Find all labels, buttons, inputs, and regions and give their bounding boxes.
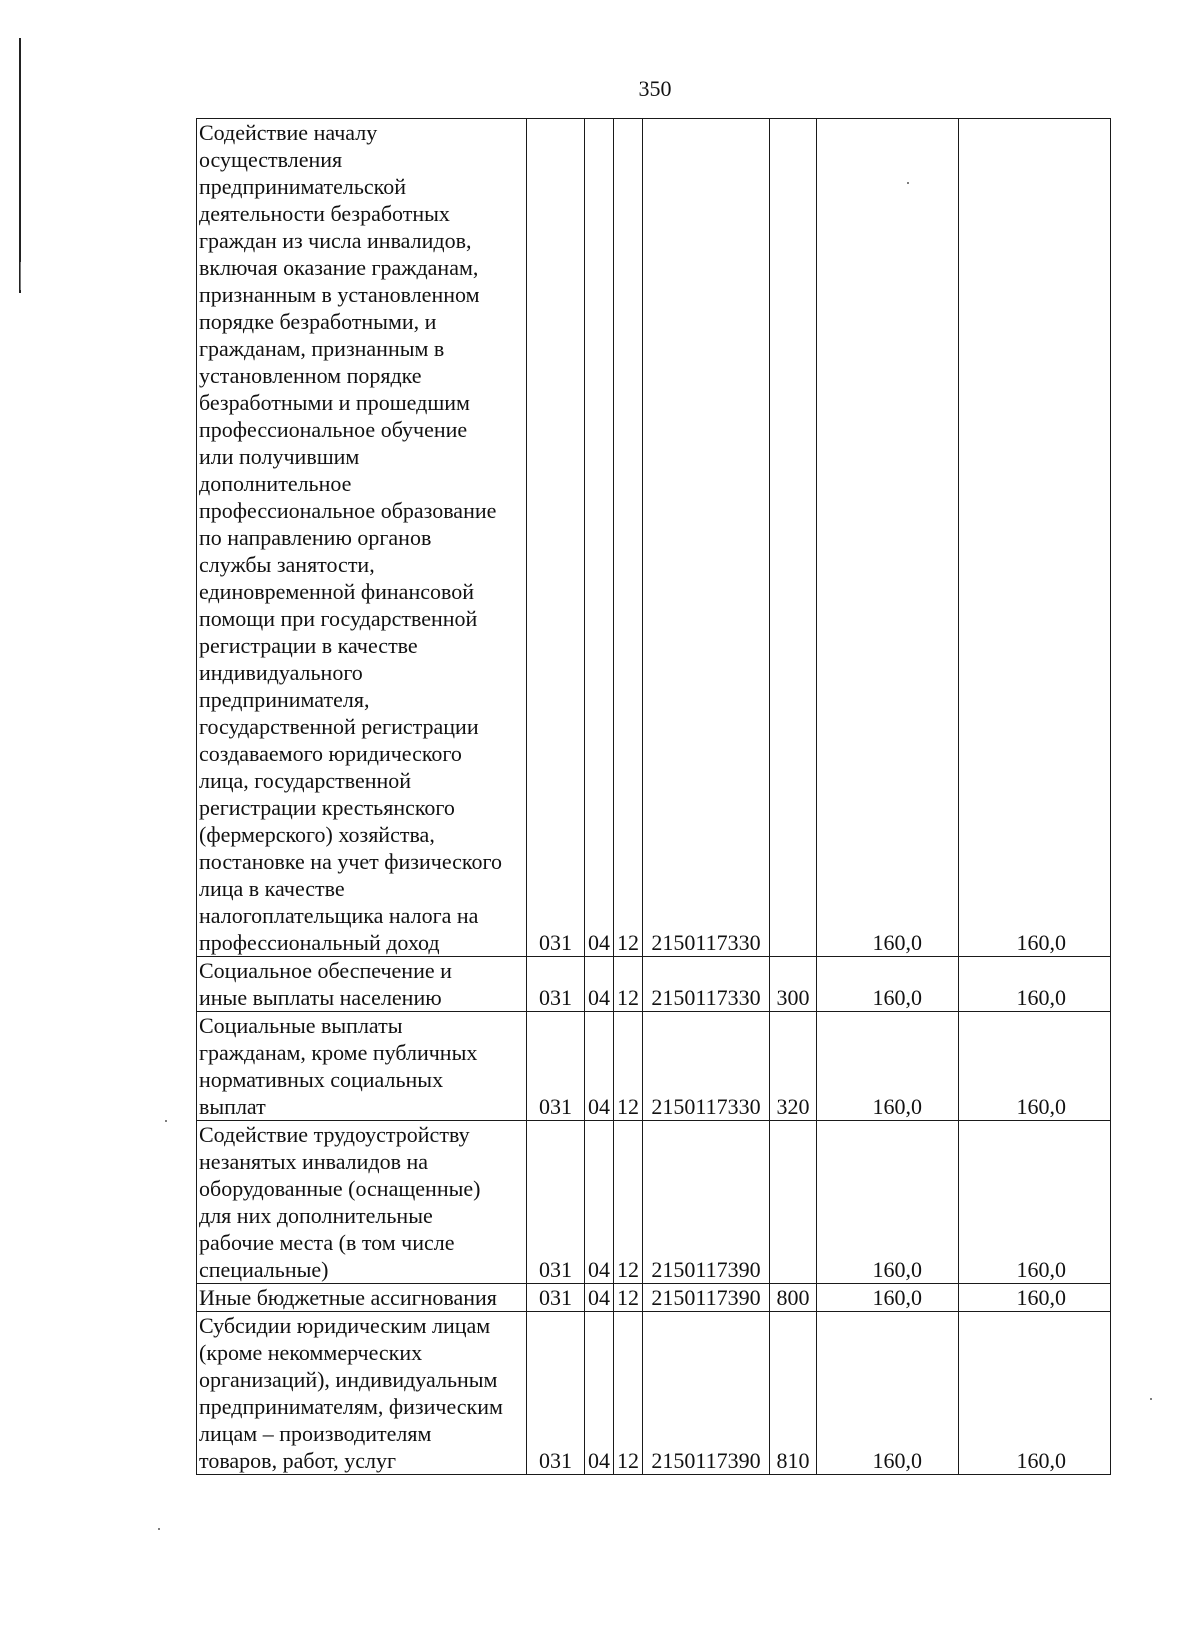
subsection-code: 12	[614, 1312, 643, 1475]
section-code: 04	[585, 1284, 614, 1312]
amount-year-2: 160,0	[959, 1121, 1111, 1284]
target-article-code: 2150117330	[643, 119, 770, 957]
scan-speck	[165, 1120, 167, 1122]
target-article-code: 2150117330	[643, 1012, 770, 1121]
ministry-code: 031	[527, 119, 585, 957]
row-name: Субсидии юридическим лицам (кроме некоммерческих организаций), индивидуальным предпринимателям, физическим лицам – производителям товаров, работ, услуг	[197, 1312, 527, 1475]
table-row	[197, 1284, 1111, 1312]
target-article-code: 2150117390	[643, 1284, 770, 1312]
subsection-code: 12	[614, 119, 643, 957]
scan-speck	[1150, 1398, 1152, 1400]
table-row	[197, 1012, 1111, 1121]
table-row	[197, 957, 1111, 1012]
amount-year-1: 160,0	[817, 119, 959, 957]
section-code: 04	[585, 1312, 614, 1475]
target-article-code: 2150117330	[643, 957, 770, 1012]
amount-year-2: 160,0	[959, 119, 1111, 957]
subsection-code: 12	[614, 1121, 643, 1284]
subsection-code: 12	[614, 1012, 643, 1121]
expense-kind-code: 800	[770, 1284, 817, 1312]
expense-kind-code	[770, 119, 817, 957]
expense-kind-code: 810	[770, 1312, 817, 1475]
amount-year-2: 160,0	[959, 1012, 1111, 1121]
amount-year-1: 160,0	[817, 1312, 959, 1475]
scan-artifact-line-faint	[20, 262, 21, 290]
amount-year-1: 160,0	[817, 1284, 959, 1312]
section-code: 04	[585, 119, 614, 957]
table-row	[197, 119, 1111, 957]
amount-year-1: 160,0	[817, 1012, 959, 1121]
amount-year-2: 160,0	[959, 1284, 1111, 1312]
expense-kind-code	[770, 1121, 817, 1284]
row-name: Социальные выплаты гражданам, кроме публичных нормативных социальных выплат	[197, 1012, 527, 1121]
subsection-code: 12	[614, 957, 643, 1012]
section-code: 04	[585, 1121, 614, 1284]
section-code: 04	[585, 957, 614, 1012]
table-row	[197, 1121, 1111, 1284]
row-name: Иные бюджетные ассигнования	[197, 1284, 527, 1312]
ministry-code: 031	[527, 957, 585, 1012]
target-article-code: 2150117390	[643, 1312, 770, 1475]
scan-speck	[158, 1528, 160, 1530]
expense-kind-code: 300	[770, 957, 817, 1012]
row-name: Социальное обеспечение и иные выплаты населению	[197, 957, 527, 1012]
ministry-code: 031	[527, 1284, 585, 1312]
amount-year-2: 160,0	[959, 1312, 1111, 1475]
table-row	[197, 1312, 1111, 1475]
subsection-code: 12	[614, 1284, 643, 1312]
row-name: Содействие началу осуществления предпринимательской деятельности безработных граждан из числа инвалидов, включая оказание гражданам, признанным в установленном порядке безработными, и гражданам, признанным в установленном порядке безработными и прошедшим профессиональное обучение или получившим дополнительное профессиональное образование по направлению органов службы занятости, единовременной финансовой помощи при государственной регистрации в качестве индивидуального предпринимателя, государственной регистрации создаваемого юридического лица, государственной регистрации крестьянского (фермерского) хозяйства, постановке на учет физического лица в качестве налогоплательщика налога на профессиональный доход	[197, 119, 527, 957]
page-number: 350	[638, 76, 672, 101]
row-name: Содействие трудоустройству незанятых инвалидов на оборудованные (оснащенные) для них дополнительные рабочие места (в том числе специальные)	[197, 1121, 527, 1284]
amount-year-1: 160,0	[817, 1121, 959, 1284]
section-code: 04	[585, 1012, 614, 1121]
target-article-code: 2150117390	[643, 1121, 770, 1284]
ministry-code: 031	[527, 1012, 585, 1121]
budget-table	[196, 118, 1111, 1475]
ministry-code: 031	[527, 1121, 585, 1284]
amount-year-2: 160,0	[959, 957, 1111, 1012]
amount-year-1: 160,0	[817, 957, 959, 1012]
ministry-code: 031	[527, 1312, 585, 1475]
expense-kind-code: 320	[770, 1012, 817, 1121]
